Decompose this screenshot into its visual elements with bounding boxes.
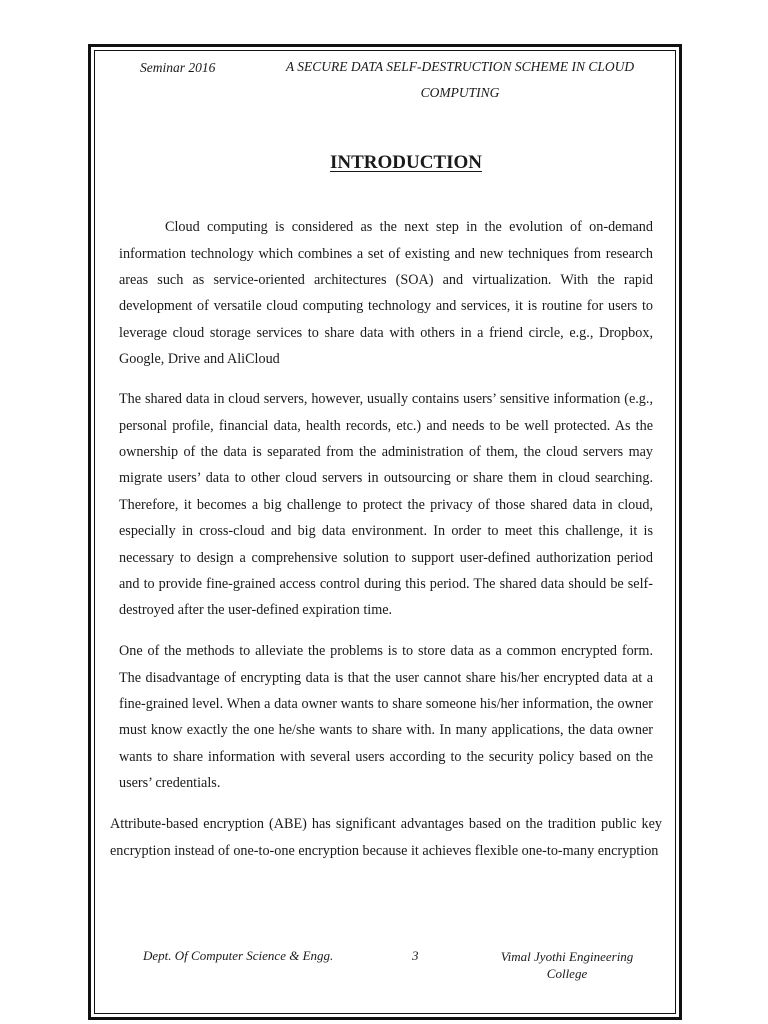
footer-college: Vimal Jyothi Engineering College bbox=[500, 949, 634, 981]
paragraph-1: Cloud computing is considered as the next step in the evolution of on-demand information technology which combines a set of existing and new techniques from research areas such as service-oriented architectures (SOA) and virtualization. With the rapid development of versatile cloud computing technology and services, it is routine for users to leverage cloud storage services to share data with others in a friend circle, e.g., Dropbox, Google, Drive and AliCloud bbox=[119, 219, 653, 368]
paragraph-3: One of the methods to alleviate the problems is to store data as a common encrypted form. The disadvantage of encrypting data is that the user cannot share his/her encrypted data at a fine-grained level. When a data owner wants to share someone his/her information, the owner must know exactly the one he/she wants to share with. In many applications, the data owner wants to share information with several users according to the security policy based on the users’ credentials. bbox=[119, 643, 653, 792]
footer-page-number: 3 bbox=[412, 948, 419, 963]
section-title: INTRODUCTION bbox=[329, 152, 483, 173]
header-document-title: A SECURE DATA SELF-DESTRUCTION SCHEME IN CLOUD COMPUTING bbox=[285, 59, 635, 100]
paragraph-2: The shared data in cloud servers, however, usually contains users’ sensitive information (e.g., personal profile, financial data, health records, etc.) and needs to be well protected. As the ownership of the data is separated from the administration of them, the cloud servers may migrate users’ data to other cloud servers in outsourcing or share them in cloud searching. Therefore, it becomes a big challenge to protect the privacy of those shared data in cloud, especially in cross-cloud and big data environment. In order to meet this challenge, it is necessary to design a comprehensive solution to support user-defined authorization period and to provide fine-grained access control during this period. The shared data should be self-destroyed after the user-defined expiration time. bbox=[119, 391, 653, 619]
page-header bbox=[100, 60, 670, 108]
paragraph-4: Attribute-based encryption (ABE) has significant advantages based on the tradition public key encryption instead of one-to-one encryption because it achieves flexible one-to-many encryption bbox=[110, 816, 662, 859]
footer-department: Dept. Of Computer Science & Engg. bbox=[143, 948, 334, 963]
page-footer bbox=[100, 948, 670, 988]
header-seminar-label: Seminar 2016 bbox=[140, 60, 216, 75]
